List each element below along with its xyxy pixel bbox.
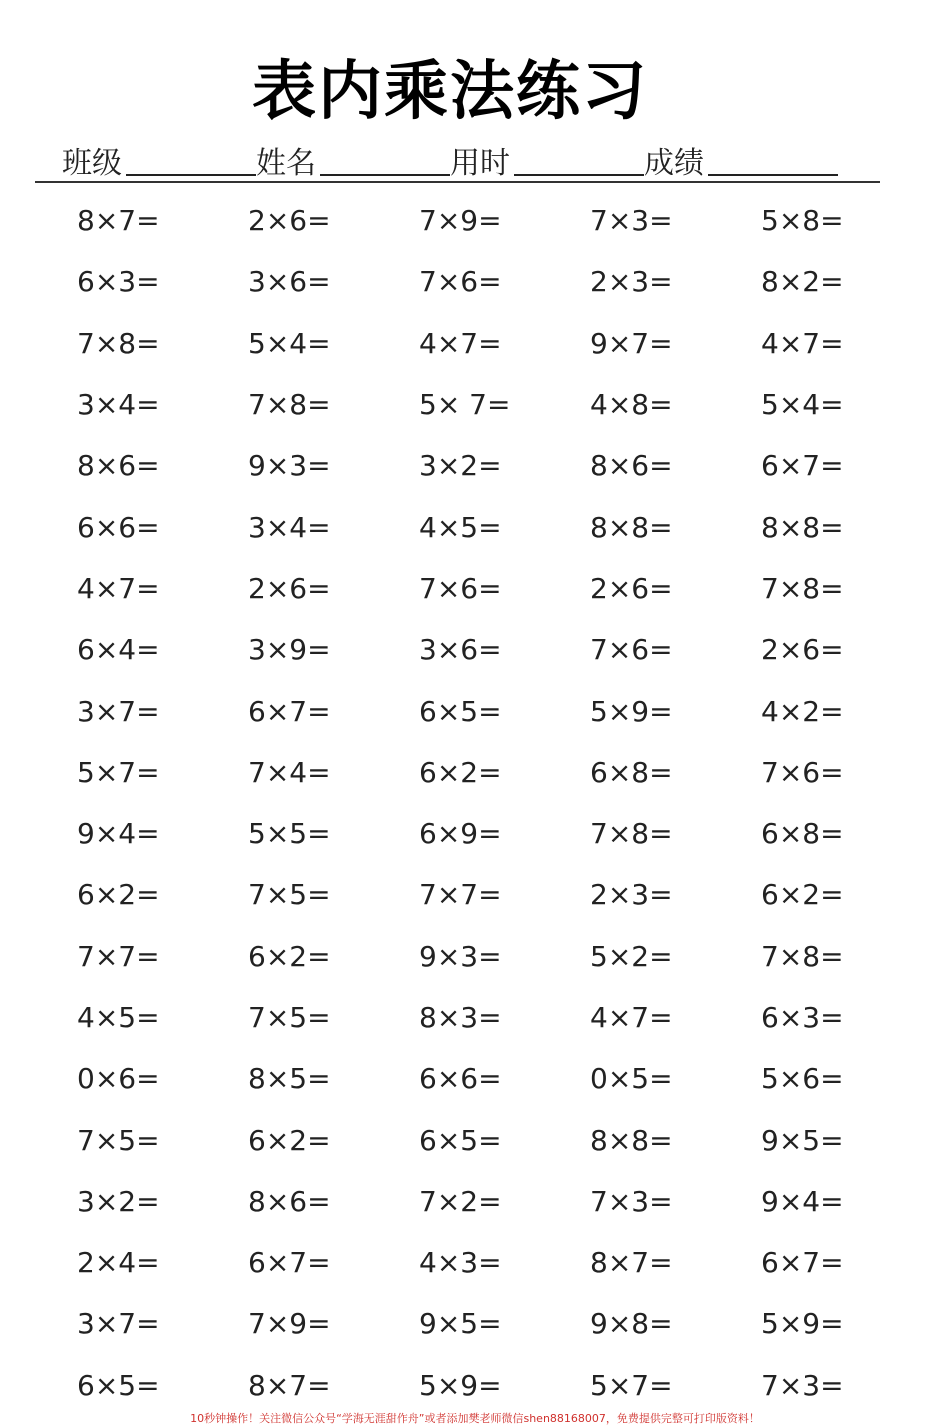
name-label: 姓名 bbox=[256, 146, 316, 181]
problem-cell: 3×6= bbox=[419, 633, 502, 667]
problem-cell: 9×4= bbox=[761, 1184, 844, 1218]
problem-cell: 6×9= bbox=[419, 817, 502, 851]
problem-cell: 6×7= bbox=[761, 1246, 844, 1280]
problem-cell: 5×4= bbox=[248, 326, 331, 360]
problem-cell: 5×9= bbox=[761, 1307, 844, 1341]
class-blank bbox=[126, 172, 256, 176]
problem-cell: 3×2= bbox=[419, 449, 502, 483]
problem-cell: 6×2= bbox=[248, 939, 331, 973]
problem-cell: 8×7= bbox=[590, 1246, 673, 1280]
time-label: 用时 bbox=[450, 146, 510, 181]
problem-grid bbox=[77, 190, 932, 1416]
problem-cell: 7×8= bbox=[761, 939, 844, 973]
problem-cell: 6×5= bbox=[77, 1368, 160, 1402]
problem-cell: 6×6= bbox=[419, 1062, 502, 1096]
problem-cell: 6×3= bbox=[761, 1001, 844, 1034]
problem-cell: 8×8= bbox=[590, 1123, 673, 1157]
problem-cell: 5×7= bbox=[77, 755, 160, 789]
problem-cell: 5×8= bbox=[761, 204, 844, 238]
problem-cell: 5×6= bbox=[761, 1062, 844, 1096]
class-label: 班级 bbox=[62, 146, 122, 181]
problem-cell: 2×6= bbox=[761, 633, 844, 667]
problem-cell: 6×5= bbox=[419, 1123, 502, 1157]
score-label: 成绩 bbox=[644, 146, 704, 181]
name-field bbox=[256, 138, 450, 182]
problem-cell: 4×7= bbox=[590, 1001, 673, 1034]
problem-cell: 8×5= bbox=[248, 1062, 331, 1096]
problem-cell: 3×7= bbox=[77, 1307, 160, 1341]
problem-cell: 7×2= bbox=[419, 1184, 502, 1218]
problem-cell: 5×7= bbox=[590, 1368, 673, 1402]
problem-cell: 4×5= bbox=[419, 510, 502, 544]
problem-cell: 8×7= bbox=[77, 204, 160, 238]
problem-cell: 9×7= bbox=[590, 326, 673, 360]
problem-cell: 8×6= bbox=[590, 449, 673, 483]
header-divider bbox=[35, 181, 880, 183]
problem-cell: 6×7= bbox=[248, 694, 331, 728]
problem-cell: 7×8= bbox=[590, 817, 673, 851]
problem-cell: 6×7= bbox=[761, 449, 844, 483]
problem-cell: 3×2= bbox=[77, 1184, 160, 1218]
class-field bbox=[62, 138, 256, 182]
problem-cell: 7×6= bbox=[419, 571, 502, 605]
problem-cell: 0×6= bbox=[77, 1062, 160, 1096]
problem-cell: 6×8= bbox=[590, 755, 673, 789]
problem-cell: 4×5= bbox=[77, 1001, 160, 1034]
problem-cell: 6×8= bbox=[761, 817, 844, 851]
problem-cell: 2×6= bbox=[248, 204, 331, 238]
score-field bbox=[644, 138, 838, 182]
problem-cell: 7×7= bbox=[77, 939, 160, 973]
problem-cell: 9×4= bbox=[77, 817, 160, 851]
score-blank bbox=[708, 172, 838, 176]
problem-cell: 8×8= bbox=[590, 510, 673, 544]
problem-cell: 7×3= bbox=[761, 1368, 844, 1402]
problem-cell: 7×3= bbox=[590, 1184, 673, 1218]
problem-cell: 0×5= bbox=[590, 1062, 673, 1096]
problem-cell: 3×6= bbox=[248, 265, 331, 299]
problem-cell: 9×8= bbox=[590, 1307, 673, 1341]
worksheet-title: 表内乘法练习 bbox=[252, 55, 648, 129]
problem-cell: 6×4= bbox=[77, 633, 160, 667]
problem-cell: 6×7= bbox=[248, 1246, 331, 1280]
time-blank bbox=[514, 172, 644, 176]
problem-cell: 8×2= bbox=[761, 265, 844, 299]
problem-cell: 7×8= bbox=[77, 326, 160, 360]
problem-cell: 7×6= bbox=[761, 755, 844, 789]
problem-cell: 7×6= bbox=[419, 265, 502, 299]
problem-cell: 7×5= bbox=[248, 878, 331, 912]
problem-cell: 7×7= bbox=[419, 878, 502, 912]
problem-cell: 6×5= bbox=[419, 694, 502, 728]
problem-cell: 6×2= bbox=[419, 755, 502, 789]
problem-cell: 6×6= bbox=[77, 510, 160, 544]
problem-cell: 5×9= bbox=[590, 694, 673, 728]
problem-cell: 3×4= bbox=[248, 510, 331, 544]
problem-cell: 5×5= bbox=[248, 817, 331, 851]
problem-cell: 9×3= bbox=[419, 939, 502, 973]
problem-cell: 7×3= bbox=[590, 204, 673, 238]
problem-cell: 7×6= bbox=[590, 633, 673, 667]
problem-cell: 4×7= bbox=[77, 571, 160, 605]
problem-cell: 7×8= bbox=[248, 388, 331, 422]
problem-cell: 2×4= bbox=[77, 1246, 160, 1280]
problem-cell: 9×5= bbox=[761, 1123, 844, 1157]
problem-cell: 6×2= bbox=[77, 878, 160, 912]
name-blank bbox=[320, 172, 450, 176]
problem-cell: 5×4= bbox=[761, 388, 844, 422]
problem-cell: 5×2= bbox=[590, 939, 673, 973]
time-field bbox=[450, 138, 644, 182]
problem-cell: 3×9= bbox=[248, 633, 331, 667]
problem-cell: 2×6= bbox=[248, 571, 331, 605]
problem-cell: 7×4= bbox=[248, 755, 331, 789]
problem-cell: 4×7= bbox=[419, 326, 502, 360]
problem-cell: 9×3= bbox=[248, 449, 331, 483]
problem-cell: 8×6= bbox=[77, 449, 160, 483]
problem-cell: 4×7= bbox=[761, 326, 844, 360]
problem-cell: 9×5= bbox=[419, 1307, 502, 1341]
problem-cell: 2×6= bbox=[590, 571, 673, 605]
problem-cell: 7×8= bbox=[761, 571, 844, 605]
problem-cell: 8×3= bbox=[419, 1001, 502, 1034]
problem-cell: 3×7= bbox=[77, 694, 160, 728]
problem-cell: 3×4= bbox=[77, 388, 160, 422]
problem-cell: 7×5= bbox=[77, 1123, 160, 1157]
problem-cell: 2×3= bbox=[590, 878, 673, 912]
problem-cell: 7×5= bbox=[248, 1001, 331, 1034]
problem-cell: 7×9= bbox=[419, 204, 502, 238]
problem-cell: 8×8= bbox=[761, 510, 844, 544]
problem-cell: 5× 7= bbox=[419, 388, 511, 422]
problem-cell: 4×3= bbox=[419, 1246, 502, 1280]
problem-cell: 6×2= bbox=[248, 1123, 331, 1157]
footer-note: 10秒钟操作！关注微信公众号“学海无涯甜作舟”或者添加樊老师微信shen88168007，免费提供完整可打印版资料！ bbox=[190, 1412, 760, 1425]
student-info-row bbox=[62, 138, 838, 182]
problem-cell: 6×3= bbox=[77, 265, 160, 299]
problem-cell: 7×9= bbox=[248, 1307, 331, 1341]
problem-cell: 2×3= bbox=[590, 265, 673, 299]
problem-cell: 8×6= bbox=[248, 1184, 331, 1218]
problem-cell: 4×2= bbox=[761, 694, 844, 728]
problem-cell: 5×9= bbox=[419, 1368, 502, 1402]
problem-cell: 6×2= bbox=[761, 878, 844, 912]
problem-cell: 4×8= bbox=[590, 388, 673, 422]
problem-cell: 8×7= bbox=[248, 1368, 331, 1402]
